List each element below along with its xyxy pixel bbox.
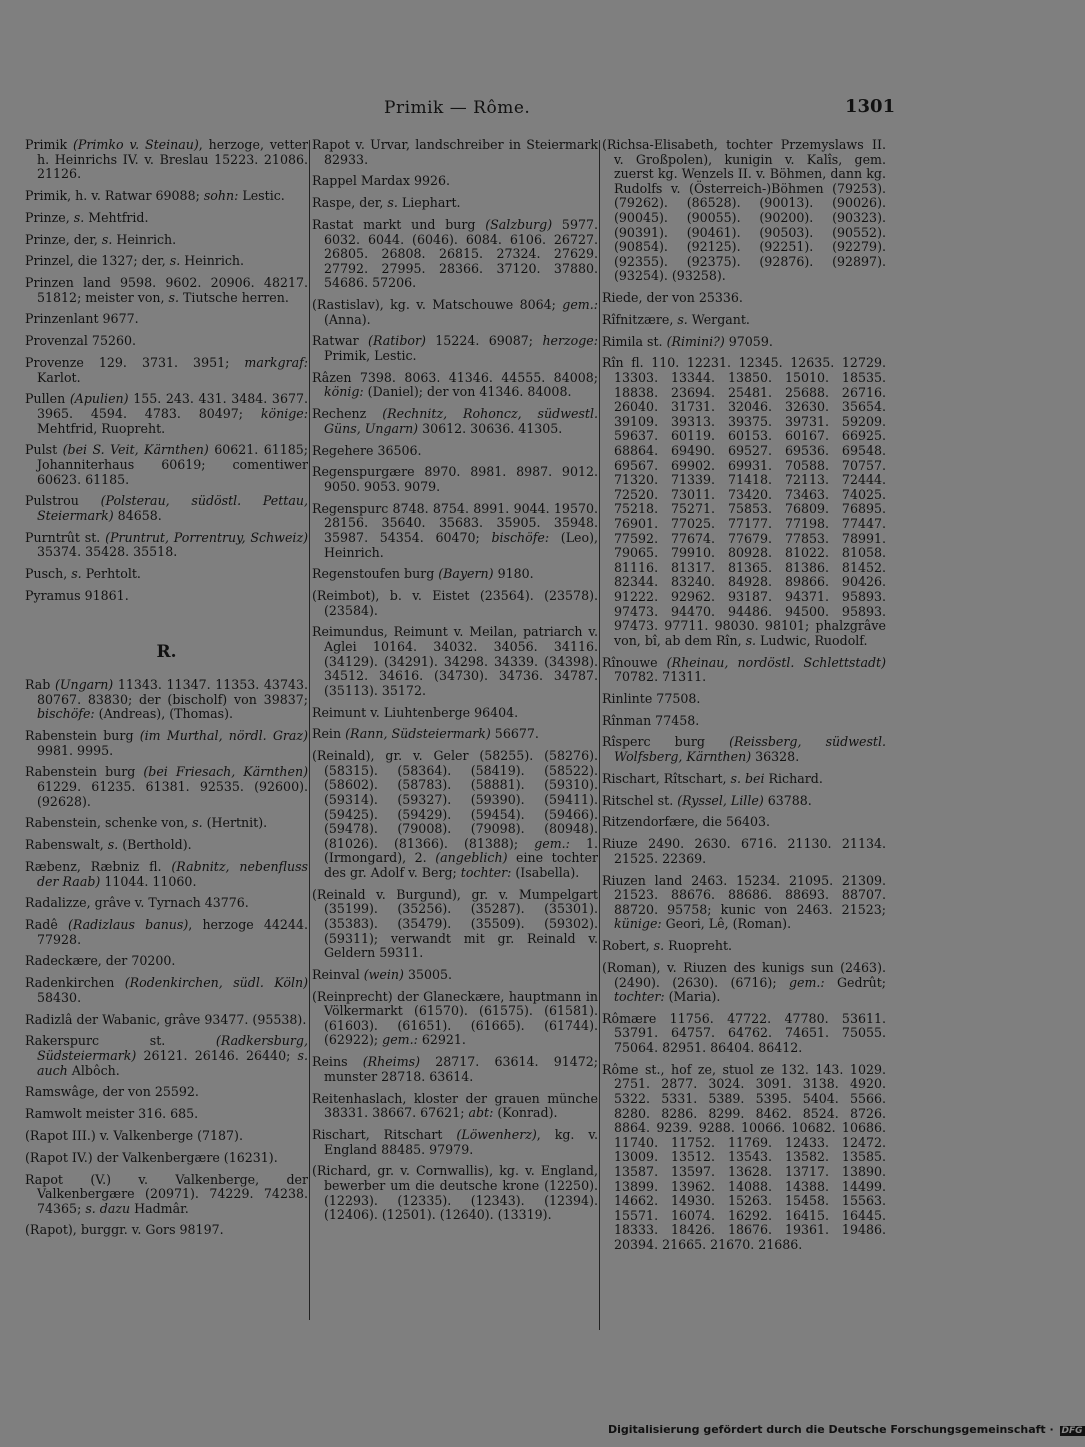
index-entry: Prinzenlant 9677. (25, 311, 139, 327)
index-entry: Rapot v. Urvar, landschreiber in Steiermark 82933. (312, 137, 598, 167)
column-divider (309, 140, 310, 1320)
index-entry: Ramswâge, der von 25592. (25, 1084, 199, 1100)
index-entry: Rappel Mardax 9926. (312, 173, 451, 189)
index-entry: Râzen 7398. 8063. 41346. 44555. 84008; könig: (Daniel); der von 41346. 84008. (312, 369, 598, 400)
index-entry: Ritzendorfære, die 56403. (602, 814, 771, 830)
index-entry: Pulstrou (Polsterau, südöstl. Pettau, Steiermark) 84658. (25, 493, 308, 523)
index-entry: Rakerspurc st. (Radkersburg, Südsteiermark) 26121. 26146. 26440; s. auch Albôch. (25, 1033, 308, 1078)
index-entry: Radalizze, grâve v. Tyrnach 43776. (25, 895, 249, 911)
index-entry: Regenspurc 8748. 8754. 8991. 9044. 19570. 28156. 35640. 35683. 35905. 35948. 35987. 54354. 60470; bischöfe: (Leo), Heinrich. (312, 500, 599, 560)
index-entry: (Richsa-Elisabeth, tochter Przemyslaws II. v. Großpolen), kunigin v. Kalîs, gem. zuerst kg. Wenzels II. v. Böhmen, dann kg. Rudolfs v. (Österreich-)Böhmen (79253). (79262). (86528). (90013). (90026). (90045). (90055). (90200). (90323). (90391). (90461). (90503). (90552). (90854). (92125). (92251). (92279). (92355). (92375). (92876). (92897). (93254). (93258). (602, 137, 886, 284)
index-entry: Ramwolt meister 316. 685. (25, 1106, 199, 1122)
index-entry: Raspe, der, s. Liephart. (312, 195, 461, 211)
index-entry: Regenspurgære 8970. 8981. 8987. 9012. 9050. 9053. 9079. (312, 464, 598, 494)
index-entry: Prinzel, die 1327; der, s. Heinrich. (25, 253, 245, 269)
index-entry: Rischart, Rîtschart, s. bei Richard. (602, 770, 823, 786)
index-entry: Rômære 11756. 47722. 47780. 53611. 53791. 64757. 64762. 74651. 75055. 75064. 82951. 86404. 86412. (602, 1010, 886, 1056)
page-title: Primik — Rôme. (384, 98, 531, 118)
index-entry: Radizlâ der Wabanic, grâve 93477. (95538). (25, 1011, 307, 1027)
index-entry: Prinze, s. Mehtfrid. (25, 209, 149, 225)
index-entry: Radê (Radizlaus banus), herzoge 44244. 77928. (25, 917, 308, 947)
page-header (0, 96, 1000, 126)
section-letter: R. (156, 642, 177, 663)
index-entry: Regenstoufen burg (Bayern) 9180. (312, 566, 534, 582)
column-divider (599, 140, 600, 1330)
index-entry: Rînouwe (Rheinau, nordöstl. Schlettstadt) 70782. 71311. (602, 654, 886, 685)
index-entry: Rinlinte 77508. (602, 690, 701, 706)
index-entry: Purntrût st. (Pruntrut, Porrentruy, Schweiz) 35374. 35428. 35518. (25, 529, 308, 560)
index-column-3 (602, 138, 886, 1260)
index-entry: Rabenstein, schenke von, s. (Hertnit). (25, 815, 268, 831)
index-entry: Rimila st. (Rimini?) 97059. (602, 333, 773, 349)
index-entry: Rînman 77458. (602, 712, 700, 728)
index-entry: Ratwar (Ratibor) 15224. 69087; herzoge: Primik, Lestic. (312, 333, 598, 364)
index-entry: Primik, h. v. Ratwar 69088; sohn: Lestic. (25, 187, 285, 203)
index-entry: Pulst (bei S. Veit, Kärnthen) 60621. 61185; Johanniterhaus 60619; comentiwer 60623. 61185. (25, 442, 309, 487)
index-entry: (Reinald), gr. v. Geler (58255). (58276). (58315). (58364). (58419). (58522). (58602). (58783). (58881). (59310). (59314). (59327). (59390). (59411). (59425). (59429). (59454). (59466). (59478). (79008). (79098). (80948). (81026). (81366). (81388); gem.: 1. (Irmongard), 2. (angeblich) eine tochter des gr. Adolf v. Berg; tochter: (Isabella). (312, 748, 598, 880)
index-entry: Rîsperc burg (Reissberg, südwestl. Wolfsberg, Kärnthen) 36328. (602, 734, 887, 765)
index-entry: (Reimbot), b. v. Eistet (23564). (23578). (23584). (312, 588, 598, 618)
index-entry: Provenzal 75260. (25, 333, 136, 349)
index-entry: Reinval (wein) 35005. (312, 966, 453, 982)
index-entry: Prinzen land 9598. 9602. 20906. 48217. 51812; meister von, s. Tiutsche herren. (25, 275, 308, 305)
index-entry: (Rapot III.) v. Valkenberge (7187). (25, 1127, 243, 1143)
index-entry: Rîfnitzære, s. Wergant. (602, 311, 750, 327)
index-entry: Primik (Primko v. Steinau), herzoge, vetter h. Heinrichs IV. v. Breslau 15223. 21086. 21126. (25, 137, 308, 182)
index-entry: Radenkirchen (Rodenkirchen, südl. Köln) 58430. (25, 975, 308, 1005)
dfg-logo: DFG (1061, 1426, 1083, 1436)
footer-credit (608, 1423, 1085, 1436)
index-entry: Reitenhaslach, kloster der grauen münche 38331. 38667. 67621; abt: (Konrad). (312, 1090, 598, 1121)
index-entry: Reimunt v. Liuhtenberge 96404. (312, 704, 519, 720)
index-entry: (Richard, gr. v. Cornwallis), kg. v. England, bewerber um die deutsche krone (12250). (12293). (12335). (12343). (12394). (12406). (12501). (12640). (13319). (312, 1163, 598, 1223)
index-column-1 (25, 138, 308, 1245)
index-entry: Ræbenz, Ræbniz fl. (Rabnitz, nebenfluss der Raab) 11044. 11060. (25, 858, 308, 889)
index-entry: (Reinald v. Burgund), gr. v. Mumpelgart (35199). (35256). (35287). (35301). (35383). (35479). (35509). (59302). (59311); verwandt mit gr. Reinald v. Geldern 59311. (312, 886, 598, 961)
index-entry: Provenze 129. 3731. 3951; markgraf: Karlot. (25, 355, 308, 385)
index-entry: Riuze 2490. 2630. 6716. 21130. 21134. 21525. 22369. (602, 836, 886, 866)
index-entry: Rab (Ungarn) 11343. 11347. 11353. 43743. 80767. 83830; der (bischolf) von 39837; bischöfe: (Andreas), (Thomas). (25, 677, 308, 722)
index-entry: Regehere 36506. (312, 442, 422, 458)
index-entry: Pyramus 91861. (25, 587, 129, 603)
index-entry: (Roman), v. Riuzen des kunigs sun (2463). (2490). (2630). (6716); gem.: Gedrût; tochter: (Maria). (602, 959, 887, 1005)
index-entry: Rabenstein burg (bei Friesach, Kärnthen) 61229. 61235. 61381. 92535. (92600). (92628). (25, 764, 308, 809)
index-column-2 (312, 138, 598, 1230)
index-entry: Pusch, s. Perhtolt. (25, 566, 141, 582)
index-entry: Rîn fl. 110. 12231. 12345. 12635. 12729. 13303. 13344. 13850. 15010. 18535. 18838. 23694. 25481. 25688. 26716. 26040. 31731. 32046. 32630. 35654. 39109. 39313. 39375. 39731. 59209. 59637. 60119. 60153. 60167. 66925. 68864. 69490. 69527. 69536. 69548. 69567. 69902. 69931. 70588. 70757. 71320. 71339. 71418. 72113. 72444. 72520. 73011. 73420. 73463. 74025. 75218. 75271. 75853. 76809. 76895. 76901. 77025. 77177. 77198. 77447. 77592. 77674. 77679. 77853. 78991. 79065. 79910. 80928. 81022. 81058. 81116. 81317. 81365. 81386. 81452. 82344. 83240. 84928. 89866. 90426. 91222. 92962. 93187. 94371. 95893. 97473. 94470. 94486. 94500. 95893. 97473. 97711. 98030. 98101; phalzgrâve von, bî, ab dem Rîn, s. Ludwic, Ruodolf. (602, 355, 886, 648)
index-entry: (Reinprecht) der Glaneckære, hauptmann in Völkermarkt (61570). (61575). (61581). (61603). (61651). (61665). (61744). (62922); gem.: 62921. (312, 988, 598, 1048)
index-entry: Radeckære, der 70200. (25, 953, 176, 969)
index-entry: Rapot (V.) v. Valkenberge, der Valkenbergære (20971). 74229. 74238. 74365; s. dazu Hadmâr. (25, 1171, 308, 1216)
index-entry: Rastat markt und burg (Salzburg) 5977. 6032. 6044. (6046). 6084. 6106. 26727. 26805. 26808. 26815. 27324. 27629. 27792. 27995. 28366. 37120. 37880. 54686. 57206. (312, 216, 598, 291)
index-entry: Ritschel st. (Ryssel, Lille) 63788. (602, 792, 812, 808)
index-entry: Rôme st., hof ze, stuol ze 132. 143. 1029. 2751. 2877. 3024. 3091. 3138. 4920. 5322. 5331. 5389. 5395. 5404. 5566. 8280. 8286. 8299. 8462. 8524. 8726. 8864. 9239. 9288. 10066. 10682. 10686. 11740. 11752. 11769. 12433. 12472. 13009. 13512. 13543. 13582. 13585. 13587. 13597. 13628. 13717. 13890. 13899. 13962. 14088. 14388. 14499. 14662. 14930. 15263. 15458. 15563. 15571. 16074. 16292. 16415. 16445. 18333. 18426. 18676. 19361. 19486. 20394. 21665. 21670. 21686. (602, 1061, 886, 1252)
index-entry: (Rapot IV.) der Valkenbergære (16231). (25, 1149, 278, 1165)
index-entry: Pullen (Apulien) 155. 243. 431. 3484. 3677. 3965. 4594. 4783. 80497; könige: Mehtfrid, Ruopreht. (25, 391, 308, 436)
index-entry: Riede, der von 25336. (602, 290, 743, 306)
index-entry: Rabenswalt, s. (Berthold). (25, 837, 192, 853)
footer-text: Digitalisierung gefördert durch die Deutsche Forschungsgemeinschaft · (608, 1423, 1054, 1436)
index-entry: Prinze, der, s. Heinrich. (25, 231, 177, 247)
index-entry: Reins (Rheims) 28717. 63614. 91472; munster 28718. 63614. (312, 1054, 598, 1084)
index-entry: Reimundus, Reimunt v. Meilan, patriarch v. Aglei 10164. 34032. 34056. 34116. (34129). (34291). 34298. 34339. (34398). 34512. 34616. (34730). 34736. 34787. (35113). 35172. (312, 624, 598, 698)
page-number: 1301 (845, 96, 896, 117)
index-entry: Riuzen land 2463. 15234. 21095. 21309. 21523. 88676. 88686. 88693. 88707. 88720. 95758; kunic von 2463. 21523; künige: Geori, Lê, (Roman). (602, 872, 886, 932)
index-entry: Rischart, Ritschart (Löwenherz), kg. v. England 88485. 97979. (312, 1126, 598, 1157)
index-entry: (Rastislav), kg. v. Matschouwe 8064; gem.: (Anna). (312, 297, 598, 327)
index-entry: Rechenz (Rechnitz, Rohoncz, südwestl. Güns, Ungarn) 30612. 30636. 41305. (312, 406, 598, 436)
index-entry: Rabenstein burg (im Murthal, nördl. Graz) 9981. 9995. (25, 728, 308, 758)
index-entry: (Rapot), burggr. v. Gors 98197. (25, 1222, 224, 1238)
index-entry: Rein (Rann, Südsteiermark) 56677. (312, 726, 539, 742)
index-entry: Robert, s. Ruopreht. (602, 938, 733, 954)
